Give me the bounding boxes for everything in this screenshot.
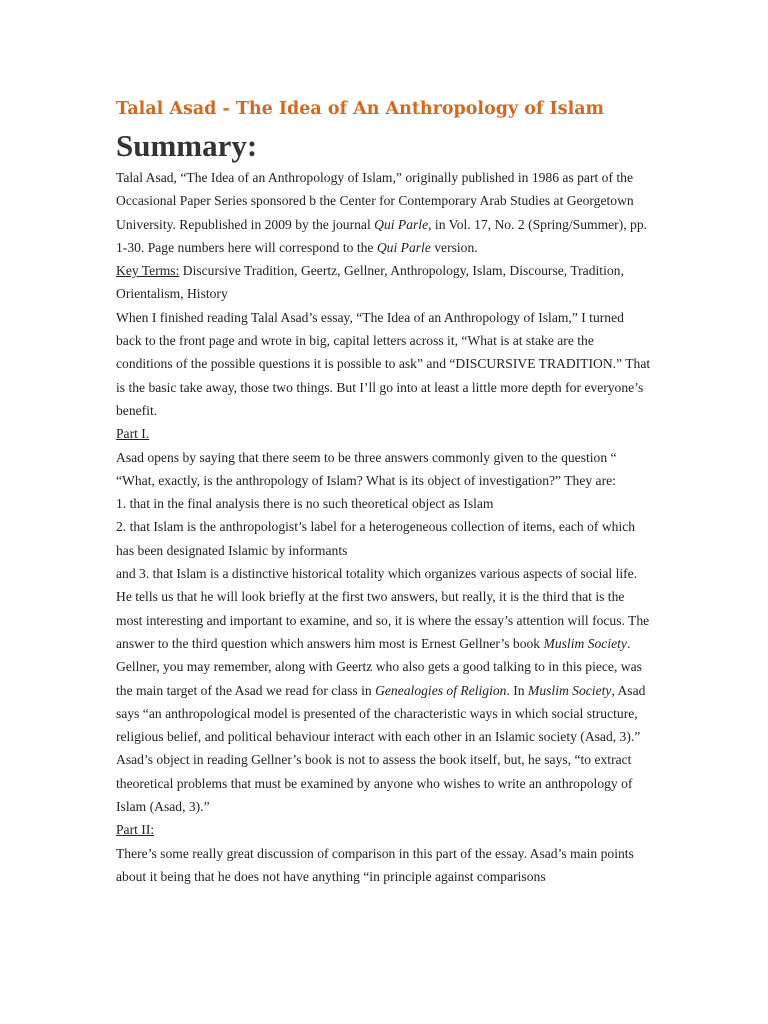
book-title: Muslim Society: [543, 635, 627, 651]
intro-text-3: version.: [430, 239, 478, 255]
answer-item: 2. that Islam is the anthropologist’s label for a heterogeneous collection of items, each of which has been designated Islamic by informants: [116, 519, 636, 558]
answer-item: 1. that in the final analysis there is no such theoretical object as Islam: [116, 496, 494, 512]
intro-text-1: Talal Asad, “The Idea of an Anthropology of Islam,” originally published in 1986 as part of the Occasional Paper Series sponsored b the Center for Contemporary Arab Studies at Georgetown University. Republished in 2009 by the journal: [116, 170, 634, 232]
book-title: Muslim Society: [528, 682, 612, 698]
intro-paragraph: [116, 166, 652, 259]
summary-heading: Summary:: [116, 128, 258, 163]
gellner-text-2: . Gellner, you may remember, along with Geertz who also gets a good talking to in this piece, was the main target of the Asad we read for class in: [116, 635, 642, 698]
key-terms-paragraph: [116, 259, 652, 306]
gellner-paragraph: [116, 585, 652, 818]
part-1-intro: Asad opens by saying that there seem to be three answers commonly given to the question “ “What, exactly, is the anthropology of Islam? What is its object of investigation?” They are:: [116, 449, 617, 488]
book-title: Genealogies of Religion: [375, 682, 507, 698]
answer-item: and 3. that Islam is a distinctive historical totality which organizes various aspects of social life.: [116, 566, 638, 582]
key-terms-label: Key Terms:: [116, 263, 180, 279]
intro-text-2: , in Vol. 17, No. 2 (Spring/Summer), pp. 1-30. Page numbers here will correspond to the: [116, 216, 648, 255]
journal-title: Qui Parle: [376, 239, 431, 255]
document-title: Talal Asad - The Idea of An Anthropology of Islam: [116, 99, 605, 119]
document-content: [116, 96, 652, 888]
part-2-heading: Part II:: [116, 822, 155, 838]
gellner-text-1: He tells us that he will look briefly at the first two answers, but really, it is the third that is the most interesting and important to examine, and so, it is where the essay’s attention will focus. The answer to the third question which answers him most is Ernest Gellner’s book: [116, 589, 650, 651]
part-2-text: There’s some really great discussion of comparison in this part of the essay. Asad’s main points about it being that he does not have anything “in principle against comparisons: [116, 845, 634, 884]
key-terms-list: Discursive Tradition, Geertz, Gellner, Anthropology, Islam, Discourse, Tradition, Orientalism, History: [116, 263, 624, 302]
document-body: [116, 166, 652, 888]
journal-title: Qui Parle: [374, 216, 429, 232]
gellner-text-3: . In: [506, 682, 528, 698]
finished-reading-paragraph: When I finished reading Talal Asad’s essay, “The Idea of an Anthropology of Islam,” I turned back to the front page and wrote in big, capital letters across it, “What is at stake are the conditions of the possible questions it is possible to ask” and “DISCURSIVE TRADITION.” That is the basic take away, those two things. But I’ll go into at least a little more depth for everyone’s benefit.: [116, 309, 651, 418]
part-1-heading: Part I.: [116, 426, 150, 442]
gellner-text-4: , Asad says “an anthropological model is presented of the characteristic ways in which social structure, religious belief, and political behaviour interact with each other in an Islamic society (Asad, 3).” Asad’s object in reading Gellner’s book is not to assess the book itself, but, he says, “to extract theoretical problems that must be examined by anyone who wishes to write an anthropology of Islam (Asad, 3).”: [116, 682, 646, 815]
